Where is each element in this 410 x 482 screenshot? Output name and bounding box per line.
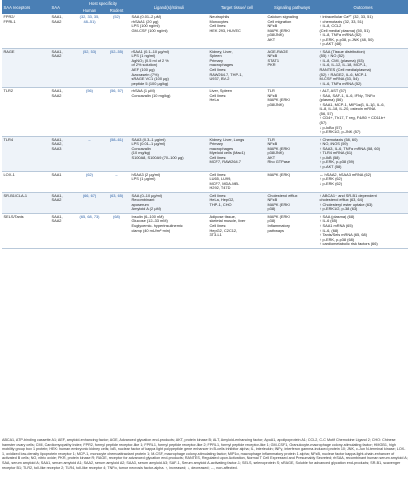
cell-outcomes	[318, 88, 408, 136]
cell-line: AKT	[267, 154, 276, 160]
cell-line: Cell lines:	[209, 92, 227, 98]
cell-line: Inflammatory	[267, 222, 290, 228]
cell-line: of 2% solution)	[131, 62, 158, 68]
table-row	[2, 88, 408, 136]
header-outcomes: Outcomes	[318, 0, 408, 14]
cell-human-refs	[76, 14, 103, 48]
cell-saa	[50, 192, 76, 213]
cell-line: GM-CSF (100 ng/ml)	[131, 27, 168, 33]
cell-line: hSAA3 (2 μg/ml)	[131, 171, 161, 177]
cell-line: LPS (100 ng/ml)	[131, 23, 160, 29]
cell-line: Cell lines:	[209, 23, 227, 29]
cell-line: Euglycemic- hyperinsulinemic	[131, 222, 183, 228]
cell-line: –	[88, 136, 91, 142]
cell-line: ↑ p-AKT (58)	[319, 163, 342, 169]
cell-outcomes	[318, 14, 408, 48]
cell-signaling	[266, 171, 318, 192]
cell-ligand	[130, 14, 208, 48]
cell-outcomes	[318, 213, 408, 248]
cell-line: p38/JNK)	[267, 101, 284, 107]
cell-line: cholesterol efflux (63, 64)	[319, 197, 364, 203]
cell-line: MAPK (ERK/	[267, 27, 290, 33]
cell-line: p38/JNK)	[267, 32, 284, 38]
table-body	[2, 14, 408, 248]
cell-line: THP-1, CHO	[209, 201, 232, 207]
cell-line: HeLa, HepG2,	[209, 197, 235, 203]
cell-line: SAA1	[51, 171, 62, 177]
cell-line: LU65, LU99,	[209, 176, 232, 182]
cell-line: Cell lines:	[209, 171, 227, 177]
cell-line: MCF7, MDA-MB-	[209, 180, 240, 186]
cell-line: ↑ IL-8, CCL2	[319, 23, 342, 29]
cell-line: RANTES (Cell media/plasma)	[319, 67, 371, 73]
cell-target	[208, 48, 266, 87]
cell-human-refs	[76, 48, 103, 87]
cell-line: SAA2	[51, 197, 62, 203]
cell-line: SAA2	[51, 218, 62, 224]
cell-line: SAA2	[51, 92, 62, 98]
cell-line: p38)	[267, 218, 276, 224]
cell-line: –	[115, 171, 118, 177]
cell-ligand	[130, 88, 208, 136]
cell-ligand	[130, 192, 208, 213]
cell-rodent-refs	[103, 213, 130, 248]
cell-line: Monocytes	[209, 18, 229, 24]
header-human: Human	[76, 7, 103, 14]
cell-line: (56, 57)	[109, 88, 124, 94]
cell-line: ↑ Chemotaxis (58, 60)	[319, 136, 358, 142]
cell-line: SAA2	[51, 18, 62, 24]
cell-line: TLR4	[3, 136, 14, 142]
table-footnote: ABCA1, ATP-binding cassette A1; AEF, amyloid-enhancing factor; AGE, Advanced glycation end-products; AKT, protein kinase B; ALT, Amyloid-enhancing factor; ApoA1, apolipoprotein A1; CCL2, C-C Motif Chemokine Ligand 2; CHO: Chinese hamster ovary cells; CMI, Cardiomyopathy index; FPR2, formyl peptide receptor-like 1; FPRL1, formyl peptide receptor-like 2; FPRL1, formyl peptide receptor-like 1; GM-CSF1, Granulocyte-macrophage colony-stimulating factor; HMGB1, high mobility group box 1 protein; HEK: human embryonic kidney cells; IκB, nuclear factor of kappa light polypeptide gene enhancer in B-cells inhibitor alpha; IL, interleukin; INFγ, interferon gamma-induced protein 10; JNK, c-Jun N-terminal kinase; LOX-1, oxidized low-density lipoprotein receptor 1; MCP-1, monocyte chemoattractant protein 1; M-CSF, macrophage colony-stimulating factor; MIP1α, macrophage inflammatory protein 1 alpha; NFκB, nuclear factor kappa-light-chain-enhancer of activated B cells; NO, nitric oxide; PKR, protein kinase R; RAGE, receptor for advanced glycation end-products; RANTES, Regulated upon Activation, Normal T Cell Expressed and Presumably Secreted; rhSAA, recombinant human serum amyloid A; SAA, serum amyloid A; SAA1, serum amyloid A1; SAA2, serum amyloid A2; SAA3, serum amyloid A3; SAF-1, Serum amyloid A-activating factor-1; SELS, selenoprotein S; sRAGE, Soluble for advanced glycation end-products; SR-B1, scavenger receptor B1; TLR2, toll-like receptor 2; TLR4, toll-like receptor 4; TNFα, tumor necrosis factor-alpha. ↑, increased; ↓, decreased; ↔, non-affected.	[2, 438, 408, 470]
cell-line: ↑ SAA (plasma) (68)	[319, 213, 355, 219]
table-row	[2, 213, 408, 248]
cell-line: SAA1,	[51, 88, 63, 94]
cell-line: sRAGE VC1 (100 μg)	[131, 76, 169, 82]
header-receptors: SAA receptors	[2, 0, 50, 14]
cell-line: Cell lines:	[209, 154, 227, 160]
cell-line: (52) ↑ RAGE2, IL-6, MCP-1	[319, 71, 367, 77]
cell-line: ↑ p-ERK1/2, p-38 (63)	[319, 206, 358, 212]
cell-line: MAPK (ERK/	[267, 213, 290, 219]
cell-line: SAA2,	[51, 141, 63, 147]
cell-line: (55) ↑ NO (52)	[319, 53, 345, 59]
cell-line: SELS/Tanis	[3, 213, 24, 219]
cell-line: Cell lines:	[209, 67, 227, 73]
cell-saa	[50, 136, 76, 171]
cell-line: ↔ hSAA2, hSAA3 mRNA (62)	[319, 171, 372, 177]
cell-saa	[50, 48, 76, 87]
cell-line: MAPK (ERK/	[267, 145, 290, 151]
cell-target	[208, 213, 266, 248]
cell-line: peptide 5 (100 μg/kg)	[131, 80, 169, 86]
cell-line: ↑ SAA (Tissue distribution)	[319, 48, 365, 54]
cell-line: ↑ Cholesteryl ester uptake (63)	[319, 201, 373, 207]
cell-line: macrophages	[209, 145, 234, 151]
cell-line: ↑ Tanis/Sels mRNA (65, 68)	[319, 232, 367, 238]
cell-line: ↑ p-IkB (58)	[319, 154, 340, 160]
cell-line: TLR2	[3, 88, 14, 94]
cell-signaling	[266, 213, 318, 248]
cell-line: (plasma) (56)	[319, 97, 343, 103]
table-row	[2, 192, 408, 213]
cell-target	[208, 88, 266, 136]
header-host-specificity: Host specificity	[76, 0, 130, 7]
cell-line: ↑ TLR4 mRNA (61)	[319, 150, 353, 156]
cell-line: MAPK (ERK/	[267, 97, 290, 103]
cell-line: NFκB	[267, 197, 278, 203]
saa-receptor-table	[2, 0, 408, 249]
cell-human-refs	[76, 88, 103, 136]
cell-line: (Cell media/ plasma) (50, 51)	[319, 27, 370, 33]
cell-receptor	[2, 14, 50, 48]
cell-line: (57)	[319, 120, 327, 126]
cell-line: ↑ p-ERK (62)	[319, 176, 342, 182]
cell-line: TLR	[267, 88, 275, 94]
cell-line: pathways	[267, 227, 284, 233]
cell-line: ↑ ALT, AST (57)	[319, 88, 347, 94]
cell-line: Cell lines:	[209, 192, 227, 198]
cell-rodent-refs	[103, 14, 130, 48]
cell-line: Concavalin (10 mg/kg)	[131, 92, 171, 98]
cell-line: MAPK (ERK)	[267, 171, 291, 177]
cell-human-refs	[76, 213, 103, 248]
cell-line: clamp (40 mU/m²·min)	[131, 227, 171, 233]
cell-line: (58–61)	[109, 136, 124, 142]
cell-line: rSAA1 (0.1–10 μg/ml)	[131, 48, 169, 54]
cell-line: RAGE	[3, 48, 15, 54]
cell-saa	[50, 171, 76, 192]
cell-receptor	[2, 171, 50, 192]
cell-line: p38)	[267, 206, 276, 212]
cell-line: SAA1,	[51, 48, 63, 54]
cell-line: ↑ p-ERK, p-p38, p-JNK (48, 50)	[319, 36, 374, 42]
cell-line: 3T3-L1	[209, 232, 222, 238]
cell-line: ↑ SAA1, MCP-1, MIP1α/β, IL-1β, IL-6,	[319, 101, 385, 107]
cell-rodent-refs	[103, 48, 130, 87]
cell-line: ↑ IL-8, CMI, (plasma) (53)	[319, 57, 364, 63]
cell-human-refs	[76, 136, 103, 171]
cell-line: Kidney, Liver, Lungs	[209, 136, 245, 142]
cell-line: FPR2/	[3, 14, 15, 19]
table-row	[2, 14, 408, 48]
cell-line: ↑ ABCA1⁻ and SR-B1 dependent	[319, 192, 377, 198]
cell-line: Cell migration	[267, 18, 292, 24]
cell-line: FPRL1	[3, 18, 16, 24]
cell-ligand	[130, 171, 208, 192]
cell-line: M-CSF mRNA (53, 54)	[319, 76, 359, 82]
cell-line: LPS (0.01–1 μg/ml)	[131, 141, 166, 147]
cell-saa	[50, 14, 76, 48]
table-row	[2, 171, 408, 192]
cell-line: ↑ NO, iNOS (59)	[319, 141, 348, 147]
cell-rodent-refs	[103, 171, 130, 192]
cell-line: Liver, Spleen	[209, 88, 232, 94]
cell-line: TLR	[267, 136, 275, 142]
cell-rodent-refs	[103, 136, 130, 171]
cell-outcomes	[318, 136, 408, 171]
cell-line: NFκB	[267, 141, 278, 147]
cell-outcomes	[318, 192, 408, 213]
cell-receptor	[2, 48, 50, 87]
cell-line: SAA3 (0.3–1 μg/ml)	[131, 136, 166, 142]
cell-line: (62)	[86, 171, 93, 177]
cell-receptor	[2, 192, 50, 213]
cell-receptor	[2, 136, 50, 171]
cell-line: Primary	[209, 141, 223, 147]
cell-line: ↓ p-IκBα (57)	[319, 124, 342, 130]
cell-line: MCF7, RAW264.7	[209, 159, 241, 165]
cell-line: LPS (1 ng/ml)	[131, 53, 156, 59]
cell-line: SAA1,	[51, 14, 63, 19]
cell-target	[208, 14, 266, 48]
cell-line: Rho GTPase	[267, 159, 290, 165]
header-signaling: Signaling pathways	[266, 0, 318, 14]
cell-line: Azoxasein (7%)	[131, 71, 159, 77]
cell-line: (52, 53)	[82, 48, 97, 54]
cell-line: Spleen	[209, 53, 222, 59]
cell-line: LOX-1	[3, 171, 15, 177]
cell-line: NFκB	[267, 53, 278, 59]
table-header	[2, 0, 408, 14]
cell-line: NFκB	[267, 23, 278, 29]
cell-line: ↑ p-ERK1/2, p-JNK (57)	[319, 129, 361, 135]
cell-line: Cell lines:	[209, 222, 227, 228]
cell-target	[208, 171, 266, 192]
cell-line: H292, T47D	[209, 185, 231, 191]
cell-line: STAT1	[267, 57, 280, 63]
cell-signaling	[266, 88, 318, 136]
cell-line: (68)	[113, 213, 120, 219]
cell-line: ↑ p-ERK, p-p38 (59)	[319, 159, 355, 165]
cell-line: ↑ IL-6 (65)	[319, 218, 338, 224]
cell-line: (65, 68, 73)	[79, 213, 100, 219]
cell-outcomes	[318, 48, 408, 87]
cell-line: MAPK (ERK/	[267, 201, 290, 207]
cell-line: macrophages	[209, 62, 234, 68]
cell-line: rhSAA1 (20 μg)	[131, 18, 159, 24]
cell-line: Calcium signaling	[267, 14, 298, 19]
cell-line: SAA1,	[51, 136, 63, 142]
cell-signaling	[266, 14, 318, 48]
cell-line: AKT	[267, 36, 276, 42]
cell-line: LPS (1 μg/ml)	[131, 176, 156, 182]
cell-line: ↑ SAA1 mRNA (65)	[319, 222, 353, 228]
cell-human-refs	[76, 171, 103, 192]
cell-receptor	[2, 88, 50, 136]
cell-line: Neutrophils	[209, 14, 230, 19]
cell-line: Primary	[209, 57, 223, 63]
cell-line: Glucose (12–33 mM)	[131, 218, 168, 224]
cell-ligand	[130, 136, 208, 171]
cell-line: SR-B1/CLA-1	[3, 192, 28, 198]
cell-line: SAA (0.01–2 μM)	[131, 14, 162, 19]
cell-line: 48–51)	[83, 18, 96, 24]
cell-line: rhSAA (1 μM)	[131, 88, 155, 94]
cell-human-refs	[76, 192, 103, 213]
cell-line: HEK 293, HUVEC	[209, 27, 241, 33]
cell-line: SAA2	[51, 53, 62, 59]
cell-line: IL-8, IL-18, IL-20, osteoin mRNA	[319, 106, 376, 112]
cell-target	[208, 136, 266, 171]
cell-line: ↑ IL-8, TNFα mRNA (52)	[319, 32, 362, 38]
cell-line: ↑ SAA, SAF-1, IL-6, IFNγ, TNFα	[319, 92, 375, 98]
cell-line: Concavalin	[131, 145, 151, 151]
cell-ligand	[130, 48, 208, 87]
cell-line: Cholesterol efflux	[267, 192, 298, 198]
cell-line: (52)	[113, 14, 120, 19]
cell-line: p38/JNK)	[267, 150, 284, 156]
cell-line: (32, 33, 35,	[79, 14, 100, 19]
cell-line: Amyloid A (2 μM)	[131, 206, 161, 212]
cell-line: HepG2, C2C12,	[209, 227, 238, 233]
cell-line: (52–55)	[109, 48, 124, 54]
cell-line: RAW264.7, THP-1,	[209, 71, 243, 77]
cell-line: ↑ IL-6, (68)	[319, 227, 339, 233]
cell-signaling	[266, 136, 318, 171]
cell-line: ↑ CD4+, Th17, T reg, F4/80 + CD11b+	[319, 115, 386, 121]
cell-target	[208, 192, 266, 213]
cell-line: (66, 67)	[82, 192, 97, 198]
cell-line: Myeloid cells (Mac1)	[209, 150, 245, 156]
cell-line: HeLa	[209, 97, 219, 103]
cell-line: SAA3	[51, 145, 62, 151]
cell-saa	[50, 213, 76, 248]
table-row	[2, 136, 408, 171]
table-row	[2, 48, 408, 87]
cell-line: SAA1,	[51, 213, 63, 219]
cell-line: ↑ p-ERK, p-p38 (68)	[319, 236, 355, 242]
cell-line: (56, 57)	[319, 110, 333, 116]
cell-outcomes	[318, 171, 408, 192]
cell-line: ↑ IL-6, TNFα mRNA (52)	[319, 80, 362, 86]
cell-line: ↑ IL-6, IL-12, IL-18, MCP-1,	[319, 62, 367, 68]
cell-line: ↑ SAA3, IL-6, TNFα mRNA (58, 60)	[319, 145, 381, 151]
header-rodent: Rodent	[103, 7, 130, 14]
cell-rodent-refs	[103, 192, 130, 213]
cell-line: S100A8, S100A9 (70–100 μg)	[131, 154, 184, 160]
cell-ligand	[130, 213, 208, 248]
cell-line: ↑ chemotaxis (32, 33, 51)	[319, 18, 364, 24]
cell-line: ↑ cardiometabolic risk factors (66)	[319, 241, 378, 247]
cell-line: PKR	[267, 62, 276, 68]
cell-line: Adipose tissue,	[209, 213, 236, 219]
cell-rodent-refs	[103, 88, 130, 136]
cell-line: ↓ p-ERK (62)	[319, 180, 342, 186]
cell-line: SAA (0–10 μg/ml)	[131, 192, 163, 198]
cell-line: Recombinant	[131, 197, 155, 203]
cell-line: (56)	[86, 88, 93, 94]
cell-line: NFκB	[267, 92, 278, 98]
cell-line: skeletal muscle, liver	[209, 218, 246, 224]
cell-line: Kidney, Liver,	[209, 48, 233, 54]
header-target: Target tissue/ cell	[208, 0, 266, 14]
header-ligand: Ligand(s)/stimuli	[130, 0, 208, 14]
cell-line: AgNO₃ (0.5 ml of 2 %	[131, 57, 169, 63]
cell-line: SAA1,	[51, 192, 63, 198]
cell-line: U937, BV-2	[209, 76, 230, 82]
cell-line: ↑ p-AKT (48)	[319, 41, 342, 47]
header-saa: SAA	[50, 0, 76, 14]
cell-line: AEF (100 μg)	[131, 67, 155, 73]
cell-signaling	[266, 48, 318, 87]
cell-saa	[50, 88, 76, 136]
cell-line: ↑ intracellular Ca²⁺ (32, 33, 51)	[319, 14, 373, 19]
cell-line: aposerum	[131, 201, 149, 207]
cell-line: (10 mg/kg)	[131, 150, 151, 156]
cell-receptor	[2, 213, 50, 248]
cell-line: Insulin (6–100 nM)	[131, 213, 164, 219]
cell-line: AGE-RAGE	[267, 48, 289, 54]
cell-line: (63, 65)	[109, 192, 124, 198]
cell-signaling	[266, 192, 318, 213]
